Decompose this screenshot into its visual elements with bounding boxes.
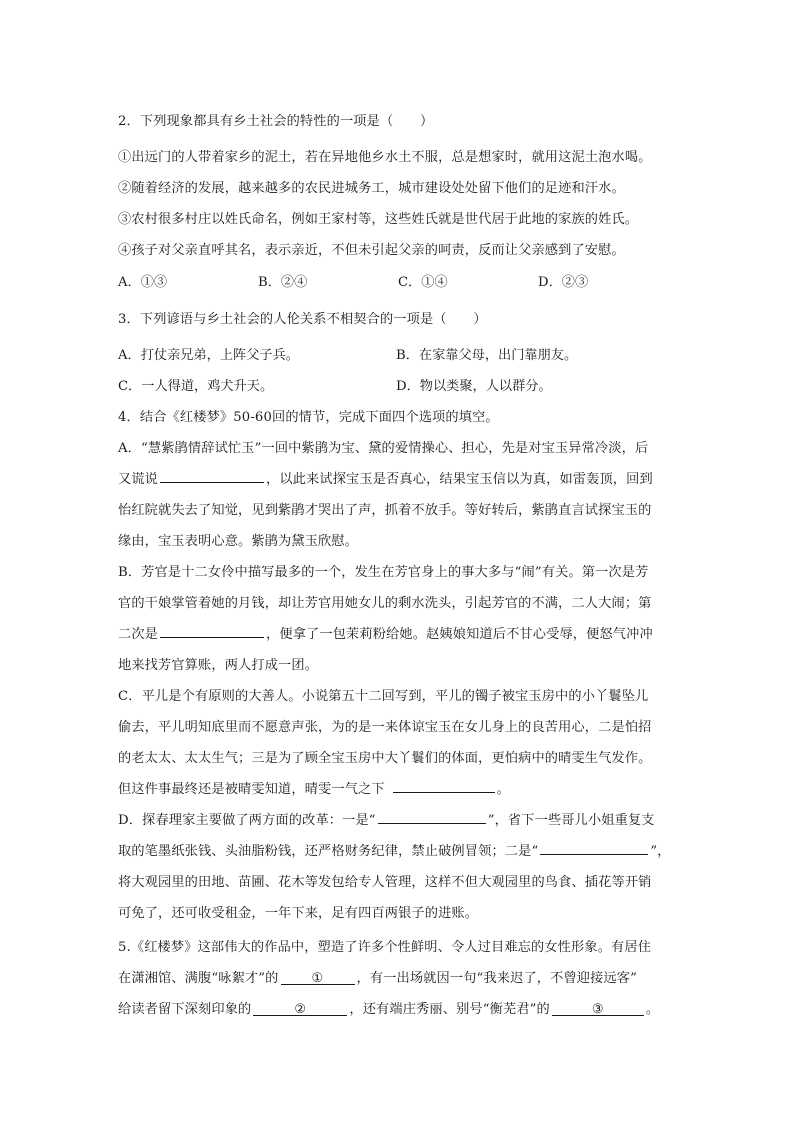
q2-option-d: D．②③ — [538, 275, 589, 290]
q5-text-3: 给读者留下深刻印象的 — [118, 1002, 252, 1017]
q2-option-c: C．①④ — [398, 275, 448, 290]
q5-blank-marker-3: ③ — [591, 1002, 604, 1017]
q4d-text-after-blank-1: ”，省下一些哥儿小姐重复支 — [487, 813, 655, 828]
q4b-answer-blank[interactable] — [160, 624, 264, 638]
q4b-line-4: 地来找芳官算账，两人打成一团。 — [118, 658, 319, 673]
q4a-text-before-blank: 又谎说 — [118, 472, 159, 487]
q4c-line-2: 偷去，平儿明知底里而不愿意声张，为的是一来体谅宝玉在女儿身上的良苦用心，二是怕招 — [118, 720, 652, 735]
q2-item-3: ③农村很多村庄以姓氏命名，例如王家村等，这些姓氏就是世代居于此地的家族的姓氏。 — [118, 212, 639, 227]
q4b-line-3 — [118, 623, 653, 642]
q2-item-4: ④孩子对父亲直呼其名，表示亲近，不但未引起父亲的呵责，反而让父亲感到了安慰。 — [118, 243, 625, 258]
q4a-line-3: 怡红院就失去了知觉，见到紫鹃才哭出了声，抓着不放手。等好转后，紫鹃直言试探宝玉的 — [118, 503, 652, 518]
q5-line-2 — [118, 967, 637, 986]
q4c-text-after-blank: 。 — [496, 782, 511, 797]
q5-line-3 — [118, 998, 659, 1017]
q2-item-2: ②随着经济的发展，越来越多的农民进城务工，城市建设处处留下他们的足迹和汗水。 — [118, 181, 625, 196]
q4d-line-2 — [118, 840, 671, 859]
q2-option-b: B．②④ — [258, 275, 308, 290]
q2-item-1: ①出远门的人带着家乡的泥土，若在异地他乡水土不服，总是想家时，就用这泥土泡水喝。 — [118, 150, 652, 165]
q4d-answer-blank-2[interactable] — [540, 841, 648, 855]
q3-option-b: B．在家靠父母，出门靠朋友。 — [396, 348, 578, 363]
q5-answer-blank-1[interactable] — [281, 971, 355, 985]
q4a-line-4: 缘由，宝玉表明心意。紫鹃为黛玉欣慰。 — [118, 534, 359, 549]
q4c-line-3: 的老太太、太太生气；三是为了顾全宝玉房中大丫鬟们的体面，更怕病中的晴雯生气发作。 — [118, 751, 652, 766]
q5-text-5: 。 — [645, 1002, 660, 1017]
q4d-text-before-blank-1: D．探春理家主要做了两方面的改革：一是“ — [118, 813, 376, 828]
q5-text-2: ，有一出场就因一句“我来迟了，不曾迎接远客” — [356, 971, 638, 986]
q5-answer-blank-3[interactable] — [552, 1002, 644, 1016]
q3-stem: 3．下列谚语与乡土社会的人伦关系不相契合的一项是（ ） — [118, 312, 487, 327]
q3-option-c: C．一人得道，鸡犬升天。 — [118, 379, 274, 394]
q2-stem: 2．下列现象都具有乡土社会的特性的一项是（ ） — [118, 114, 434, 129]
q4c-line-4 — [118, 778, 510, 797]
q4d-line-4: 可免了，还可收受租金，一年下来，足有四百两银子的进账。 — [118, 906, 479, 921]
q4a-line-1: A．“慧紫鹃情辞试忙玉”一回中紫鹃为宝、黛的爱情操心、担心，先是对宝玉异常冷淡，后 — [118, 441, 649, 456]
q4a-text-after-blank: ，以此来试探宝玉是否真心，结果宝玉信以为真，如雷轰顶，回到 — [266, 472, 653, 487]
q5-blank-marker-1: ① — [311, 971, 324, 986]
q4d-text-before-blank-2: 取的笔墨纸张钱、头油脂粉钱，还严格财务纪律，禁止破例冒领；二是“ — [118, 844, 539, 859]
q4c-line-1: C．平儿是个有原则的大善人。小说第五十二回写到，平儿的镯子被宝玉房中的小丫鬟坠儿 — [118, 689, 649, 704]
q5-blank-marker-2: ② — [294, 1002, 307, 1017]
q4-stem: 4．结合《红楼梦》50-60回的情节，完成下面四个选项的填空。 — [118, 410, 499, 425]
q5-answer-blank-2[interactable] — [253, 1002, 347, 1016]
q4d-line-1 — [118, 809, 655, 828]
q2-option-a: A．①③ — [118, 275, 168, 290]
q4d-line-3: 将大观园里的田地、苗圃、花木等发包给专人管理，这样不但大观园里的鸟食、插花等开销 — [118, 875, 652, 890]
q5-text-1: 在潇湘馆、满腹“咏絮才”的 — [118, 971, 279, 986]
q4a-answer-blank[interactable] — [160, 469, 264, 483]
q3-option-d: D．物以类聚，人以群分。 — [396, 379, 552, 394]
q4b-line-2: 官的干娘掌管着她的月钱，却让芳官用她女儿的剩水洗头，引起芳官的不满，二人大闹；第 — [118, 596, 652, 611]
q4d-text-after-blank-2: ”， — [650, 844, 671, 859]
q5-line-1: 5.《红楼梦》这部伟大的作品中，塑造了许多个性鲜明、令人过目难忘的女性形象。有居住 — [118, 940, 652, 955]
q4c-text-before-blank: 但这件事最终还是被晴雯知道，晴雯一气之下 — [118, 782, 385, 797]
q4b-line-1: B．芳官是十二女伶中描写最多的一个，发生在芳官身上的事大多与“闹”有关。第一次是芳 — [118, 565, 649, 580]
q3-option-a: A．打仗亲兄弟，上阵父子兵。 — [118, 348, 299, 363]
q4c-answer-blank[interactable] — [393, 779, 495, 793]
q5-text-4: ，还有端庄秀丽、别号“衡芜君”的 — [349, 1002, 550, 1017]
q4b-text-after-blank: ，便拿了一包茉莉粉给她。赵姨娘知道后不甘心受辱，便怒气冲冲 — [266, 627, 653, 642]
q4a-line-2 — [118, 468, 653, 487]
q4b-text-before-blank: 二次是 — [118, 627, 159, 642]
q4d-answer-blank-1[interactable] — [378, 810, 486, 824]
